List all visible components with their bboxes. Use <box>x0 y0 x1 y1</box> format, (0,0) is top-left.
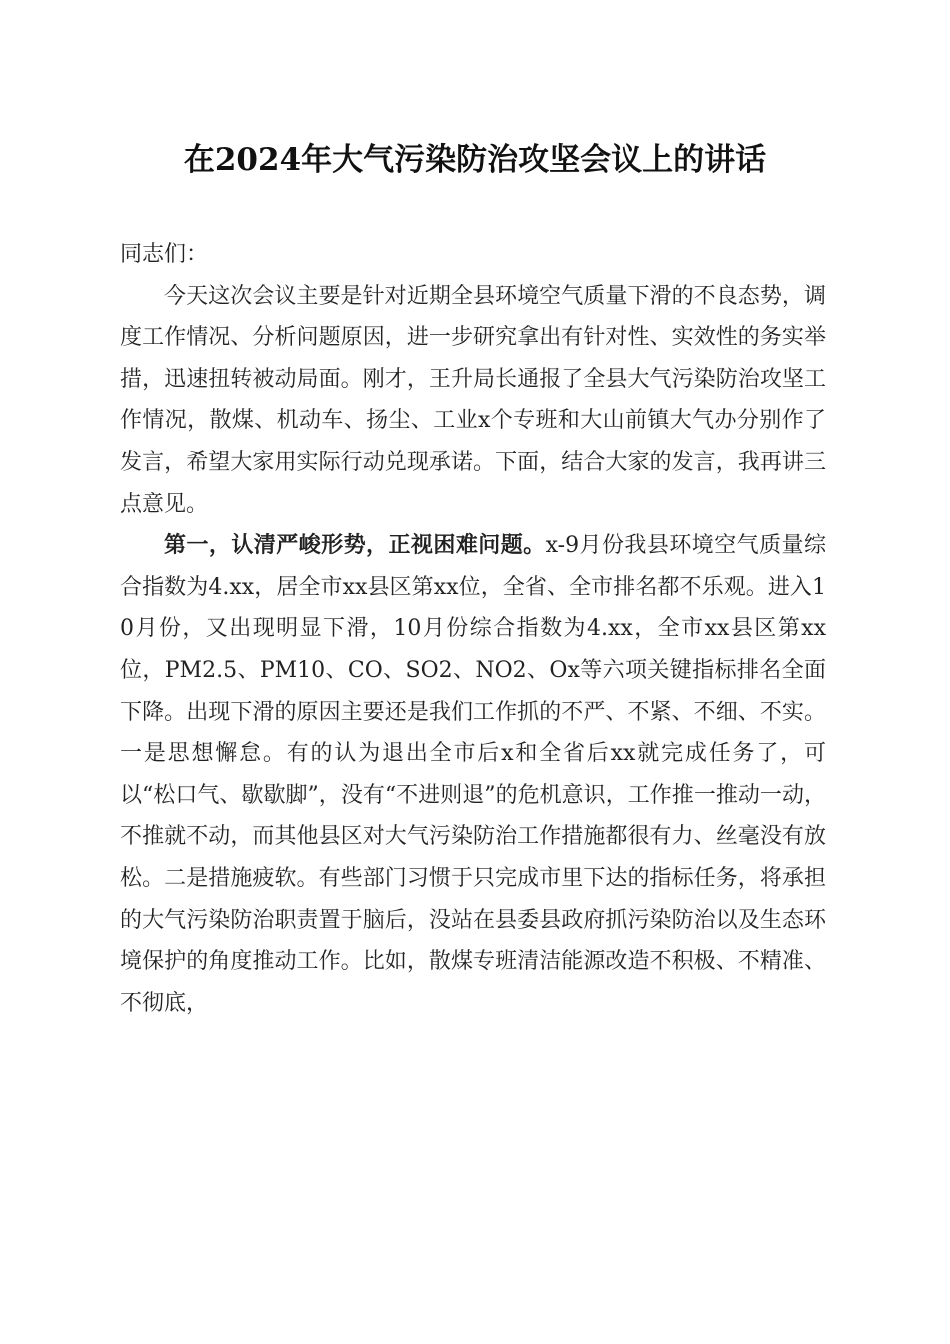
paragraph-point-one <box>120 525 826 1024</box>
document-title: 在2024年大气污染防治攻坚会议上的讲话 <box>183 142 767 178</box>
paragraph-text: 今天这次会议主要是针对近期全县环境空气质量下滑的不良态势，调度工作情况、分析问题原因，进一步研究拿出有针对性、实效性的务实举措，迅速扭转被动局面。刚才，王升局长通报了全县大气污染防治攻坚工作情况，散煤、机动车、扬尘、工业x个专班和大山前镇大气办分别作了发言，希望大家用实际行动兑现承诺。下面，结合大家的发言，我再讲三点意见。 <box>120 283 826 517</box>
paragraph-intro <box>120 276 826 526</box>
paragraph-text: x-9月份我县环境空气质量综合指数为4.xx，居全市xx县区第xx位，全省、全市排名都不乐观。进入10月份，又出现明显下滑，10月份综合指数为4.xx，全市xx县区第xx位，PM2.5、PM10、CO、SO2、NO2、Ox等六项关键指标排名全面下降。出现下滑的原因主要还是我们工作抓的不严、不紧、不细、不实。一是思想懈怠。有的认为退出全市后x和全省后xx就完成任务了，可以“松口气、歇歇脚”，没有“不进则退”的危机意识，工作推一推动一动，不推就不动，而其他县区对大气污染防治工作措施都很有力、丝毫没有放松。二是措施疲软。有些部门习惯于只完成市里下达的指标任务，将承担的大气污染防治职责置于脑后，没站在县委县政府抓污染防治以及生态环境保护的角度推动工作。比如，散煤专班清洁能源改造不积极、不精准、不彻底， <box>120 533 827 1016</box>
document-body <box>120 234 826 1024</box>
salutation: 同志们： <box>120 242 209 267</box>
paragraph-lead-heading: 第一，认清严峻形势，正视困难问题。 <box>164 532 546 559</box>
